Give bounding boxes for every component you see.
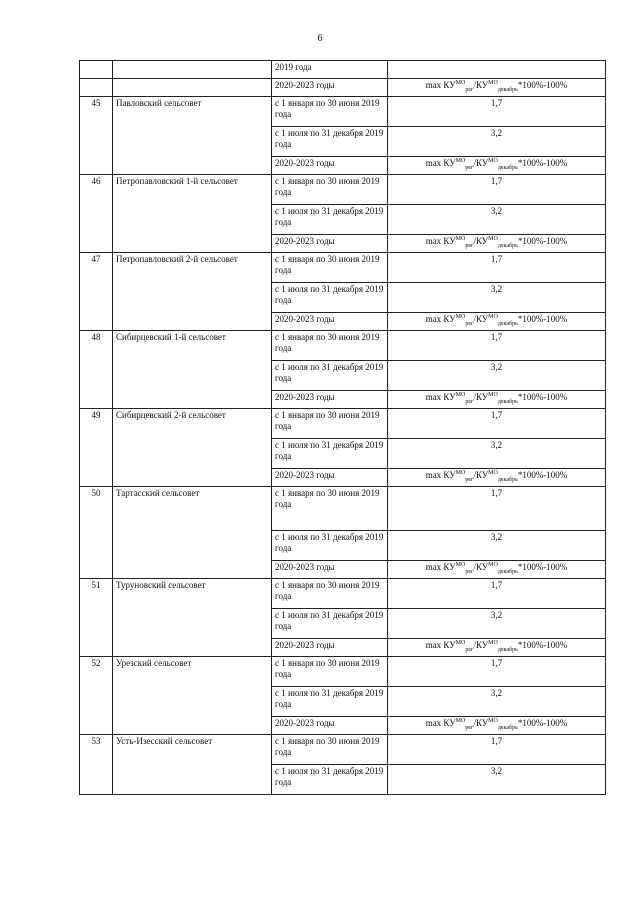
formula-sub-2: декабрь [497, 86, 518, 93]
period-cell: 2019 года [272, 61, 388, 79]
formula-sup-1: МО [455, 640, 466, 646]
period-cell: 2020-2023 годы [272, 391, 388, 409]
value-cell: 1,7 [388, 735, 606, 765]
value-cell: 1,7 [388, 487, 606, 531]
settlement-name-cell: Туруновский сельсовет [113, 579, 272, 657]
formula-suffix: *100%-100% [517, 470, 568, 480]
table-row [80, 331, 606, 361]
period-cell: с 1 января по 30 июня 2019 года [272, 253, 388, 283]
settlement-name-cell: Тартасский сельсовет [113, 487, 272, 579]
settlement-name-cell: Петропавловский 1-й сельсовет [113, 175, 272, 253]
formula-sub-2: декабрь [497, 242, 518, 249]
formula-sub-2: декабрь [497, 398, 518, 405]
tariff-table [79, 60, 606, 795]
value-cell [388, 61, 606, 79]
formula-prefix: max КУ [425, 718, 456, 728]
formula-cell [388, 391, 606, 409]
value-cell: 1,7 [388, 579, 606, 609]
table-row [80, 487, 606, 531]
formula-sup-2: МО [488, 314, 498, 320]
value-cell: 1,7 [388, 97, 606, 127]
formula-suffix: *100%-100% [517, 314, 568, 324]
formula-mid: /КУ [473, 392, 489, 402]
formula-sup-2: МО [488, 392, 498, 398]
formula-prefix: max КУ [425, 640, 456, 650]
period-cell: с 1 января по 30 июня 2019 года [272, 487, 388, 531]
row-number-cell: 45 [80, 97, 113, 175]
table-row [80, 735, 606, 765]
settlement-name-cell: Сибирцевский 1-й сельсовет [113, 331, 272, 409]
period-cell: 2020-2023 годы [272, 561, 388, 579]
formula-sup-2: МО [488, 562, 498, 568]
formula-sup-1: МО [455, 158, 466, 164]
period-cell: с 1 января по 30 июня 2019 года [272, 409, 388, 439]
period-cell: с 1 июля по 31 декабря 2019 года [272, 127, 388, 157]
continuation-row-final [80, 79, 606, 97]
formula-sup-1: МО [455, 236, 466, 242]
period-cell: с 1 января по 30 июня 2019 года [272, 97, 388, 127]
settlement-name-cell: Усть-Изесский сельсовет [113, 735, 272, 795]
value-cell: 3,2 [388, 205, 606, 235]
page-number: 6 [317, 33, 323, 44]
formula-mid: /КУ [473, 470, 489, 480]
row-number-cell: 50 [80, 487, 113, 579]
formula-sub-2: декабрь [497, 164, 518, 171]
settlement-name-cell [113, 79, 272, 97]
row-number-cell: 47 [80, 253, 113, 331]
period-cell: с 1 июля по 31 декабря 2019 года [272, 439, 388, 469]
value-cell: 1,7 [388, 657, 606, 687]
formula-prefix: max КУ [425, 470, 456, 480]
formula-sup-2: МО [488, 640, 498, 646]
formula-sub-2: декабрь [497, 476, 518, 483]
formula-suffix: *100%-100% [517, 718, 568, 728]
table-row [80, 253, 606, 283]
value-cell: 1,7 [388, 409, 606, 439]
settlement-name-cell [113, 61, 272, 79]
period-cell: с 1 июля по 31 декабря 2019 года [272, 361, 388, 391]
period-cell: 2020-2023 годы [272, 313, 388, 331]
period-cell: 2020-2023 годы [272, 157, 388, 175]
row-number-cell [80, 79, 113, 97]
table-row [80, 175, 606, 205]
formula-cell [388, 157, 606, 175]
value-cell: 3,2 [388, 361, 606, 391]
formula-cell [388, 313, 606, 331]
period-cell: с 1 января по 30 июня 2019 года [272, 579, 388, 609]
value-cell: 1,7 [388, 253, 606, 283]
formula-cell [388, 561, 606, 579]
value-cell: 1,7 [388, 175, 606, 205]
formula-sub-1: рег [465, 724, 474, 731]
formula-sub-1: рег [465, 86, 474, 93]
period-cell: с 1 июля по 31 декабря 2019 года [272, 205, 388, 235]
continuation-row-tail [80, 61, 606, 79]
formula-mid: /КУ [473, 562, 489, 572]
value-cell: 3,2 [388, 531, 606, 561]
formula-sub-1: рег [465, 646, 474, 653]
settlement-name-cell: Сибирцевский 2-й сельсовет [113, 409, 272, 487]
formula-prefix: max КУ [425, 158, 456, 168]
formula-sub-2: декабрь [497, 320, 518, 327]
period-cell: 2020-2023 годы [272, 639, 388, 657]
formula-sup-2: МО [488, 236, 498, 242]
row-number-cell: 53 [80, 735, 113, 795]
formula-suffix: *100%-100% [517, 562, 568, 572]
table-body [80, 61, 606, 795]
formula-sup-1: МО [455, 392, 466, 398]
period-cell: с 1 июля по 31 декабря 2019 года [272, 283, 388, 313]
formula-suffix: *100%-100% [517, 236, 568, 246]
period-cell: с 1 января по 30 июня 2019 года [272, 735, 388, 765]
period-cell: с 1 января по 30 июня 2019 года [272, 657, 388, 687]
formula-suffix: *100%-100% [517, 392, 568, 402]
settlement-name-cell: Петропавловский 2-й сельсовет [113, 253, 272, 331]
value-cell: 3,2 [388, 283, 606, 313]
value-cell: 1,7 [388, 331, 606, 361]
formula-sup-1: МО [455, 562, 466, 568]
value-cell: 3,2 [388, 687, 606, 717]
formula-mid: /КУ [473, 640, 489, 650]
period-cell: 2020-2023 годы [272, 235, 388, 253]
formula-mid: /КУ [473, 236, 489, 246]
row-number-cell: 51 [80, 579, 113, 657]
formula-sub-2: декабрь [497, 646, 518, 653]
formula-mid: /КУ [473, 158, 489, 168]
period-cell: с 1 января по 30 июня 2019 года [272, 175, 388, 205]
period-cell: с 1 января по 30 июня 2019 года [272, 331, 388, 361]
period-cell: с 1 июля по 31 декабря 2019 года [272, 687, 388, 717]
formula-suffix: *100%-100% [517, 640, 568, 650]
row-number-cell: 48 [80, 331, 113, 409]
formula-sup-2: МО [488, 470, 498, 476]
formula-cell [388, 235, 606, 253]
value-cell: 3,2 [388, 609, 606, 639]
formula-suffix: *100%-100% [517, 80, 568, 90]
formula-cell [388, 639, 606, 657]
formula-mid: /КУ [473, 314, 489, 324]
period-cell: с 1 июля по 31 декабря 2019 года [272, 765, 388, 795]
period-cell: 2020-2023 годы [272, 717, 388, 735]
formula-mid: /КУ [473, 718, 489, 728]
formula-sub-2: декабрь [497, 568, 518, 575]
table-row [80, 657, 606, 687]
formula-sub-2: декабрь [497, 724, 518, 731]
row-number-cell: 52 [80, 657, 113, 735]
formula-mid: /КУ [473, 80, 489, 90]
formula-sup-1: МО [455, 80, 466, 86]
period-cell: 2020-2023 годы [272, 79, 388, 97]
formula-sub-1: рег [465, 164, 474, 171]
period-cell: 2020-2023 годы [272, 469, 388, 487]
table-row [80, 579, 606, 609]
row-number-cell: 46 [80, 175, 113, 253]
value-cell: 3,2 [388, 439, 606, 469]
formula-prefix: max КУ [425, 392, 456, 402]
formula-sup-2: МО [488, 718, 498, 724]
value-cell: 3,2 [388, 765, 606, 795]
settlement-name-cell: Павловский сельсовет [113, 97, 272, 175]
value-cell: 3,2 [388, 127, 606, 157]
formula-sub-1: рег [465, 476, 474, 483]
row-number-cell [80, 61, 113, 79]
formula-sup-2: МО [488, 80, 498, 86]
formula-sup-1: МО [455, 470, 466, 476]
formula-sub-1: рег [465, 568, 474, 575]
table-row [80, 409, 606, 439]
formula-sup-1: МО [455, 314, 466, 320]
formula-cell [388, 469, 606, 487]
formula-sub-1: рег [465, 398, 474, 405]
formula-suffix: *100%-100% [517, 158, 568, 168]
formula-prefix: max КУ [425, 562, 456, 572]
formula-sup-1: МО [455, 718, 466, 724]
formula-cell [388, 79, 606, 97]
row-number-cell: 49 [80, 409, 113, 487]
formula-prefix: max КУ [425, 236, 456, 246]
formula-prefix: max КУ [425, 80, 456, 90]
formula-cell [388, 717, 606, 735]
formula-sup-2: МО [488, 158, 498, 164]
period-cell: с 1 июля по 31 декабря 2019 года [272, 531, 388, 561]
formula-prefix: max КУ [425, 314, 456, 324]
formula-sub-1: рег [465, 320, 474, 327]
formula-sub-1: рег [465, 242, 474, 249]
table-row [80, 97, 606, 127]
period-cell: с 1 июля по 31 декабря 2019 года [272, 609, 388, 639]
settlement-name-cell: Урезский сельсовет [113, 657, 272, 735]
